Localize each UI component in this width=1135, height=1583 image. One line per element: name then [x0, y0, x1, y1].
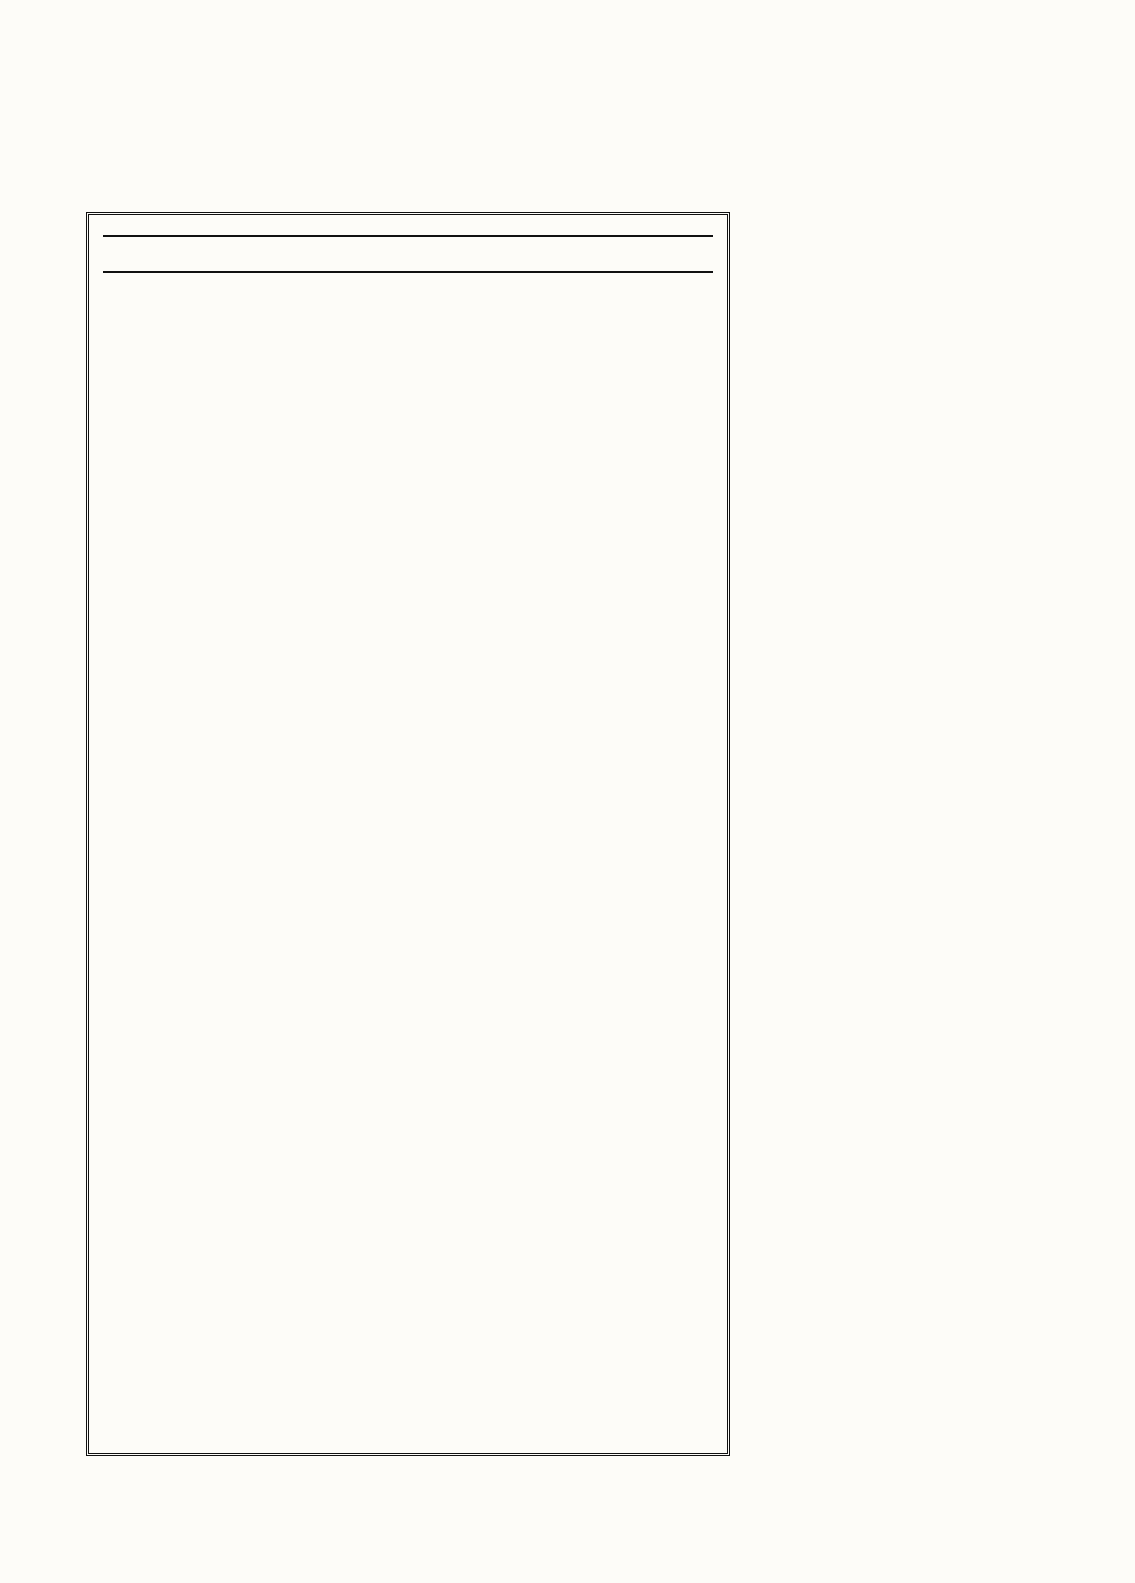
margin-column: [740, 212, 1034, 1456]
commentary-box: [86, 212, 730, 1456]
section-title: [103, 235, 713, 273]
footer-line-1: [86, 1460, 1034, 1504]
page-header: [86, 118, 1034, 210]
header-line-1: [86, 118, 1034, 162]
header-line-2: [86, 162, 1034, 206]
footer-line-2: [86, 1504, 1034, 1548]
page-footer: [86, 1460, 1034, 1550]
